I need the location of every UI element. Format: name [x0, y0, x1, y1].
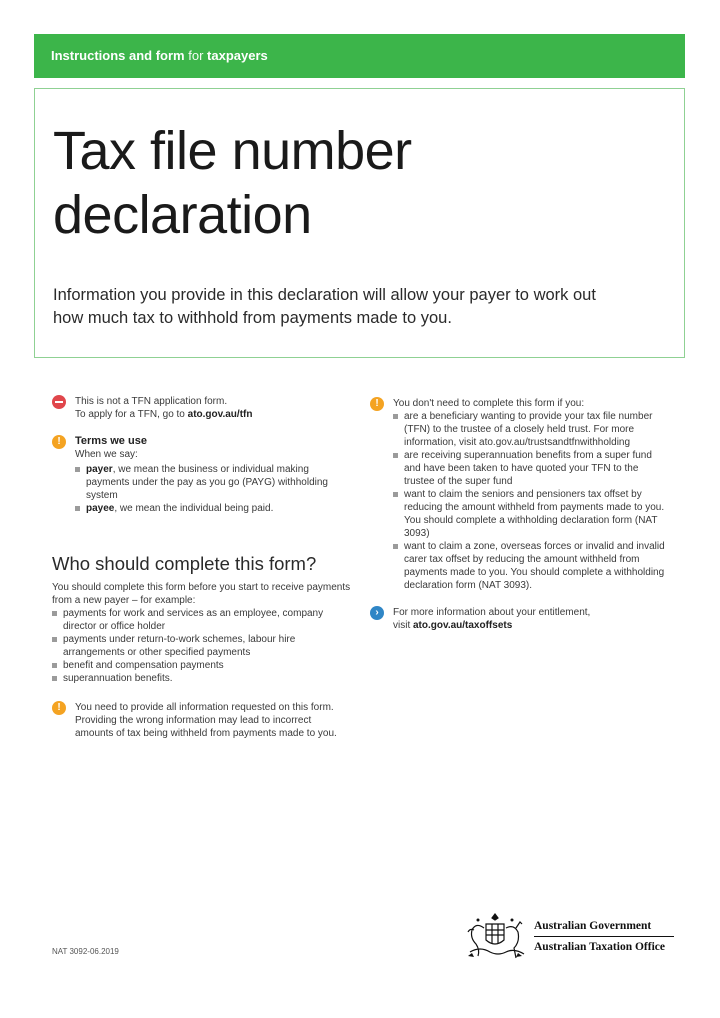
- more-info-prefix: visit: [393, 620, 413, 631]
- list-item: payments under return-to-work schemes, labour hire arrangements or other specified payments: [52, 633, 352, 659]
- title-box: [34, 88, 685, 358]
- list-item: want to claim a zone, overseas forces or invalid and invalid carer tax offset by reducing the amount withheld from payments made to you. You should complete a withholding declaration form (NAT 3093).: [393, 540, 670, 592]
- exclamation-icon: !: [52, 701, 66, 715]
- coat-of-arms-icon: [460, 908, 530, 962]
- banner-part3: taxpayers: [207, 48, 268, 63]
- not-needed-intro: You don't need to complete this form if you:: [393, 398, 585, 409]
- chevron-right-icon: ›: [370, 606, 384, 620]
- more-info-note: [370, 606, 670, 632]
- logo-text: [534, 920, 674, 953]
- government-logo: [460, 908, 670, 962]
- more-info-line2: [393, 619, 670, 632]
- notice-line2-prefix: To apply for a TFN, go to: [75, 409, 188, 420]
- tfn-link[interactable]: ato.gov.au/tfn: [187, 409, 253, 420]
- list-item: want to claim the seniors and pensioners tax offset by reducing the amount withheld from payments made to you. You should complete a withholding declaration form (NAT 3093): [393, 488, 670, 540]
- term-name: payee: [86, 503, 115, 514]
- no-entry-icon: [52, 395, 66, 409]
- taxoffsets-link[interactable]: ato.gov.au/taxoffsets: [413, 620, 513, 631]
- banner-part2: for: [184, 48, 208, 63]
- page-subtitle: Information you provide in this declaration will allow your payer to work out how much tax to withhold from payments made to you.: [53, 286, 596, 327]
- exclamation-icon: !: [370, 397, 384, 411]
- exclamation-icon: !: [52, 435, 66, 449]
- title-line2: declaration: [53, 185, 312, 245]
- terms-section: [52, 435, 352, 515]
- not-needed-section: [370, 397, 670, 592]
- terms-list: [75, 463, 352, 515]
- right-column: [370, 397, 670, 632]
- who-list: [52, 607, 352, 685]
- warning-text: You need to provide all information requested on this form. Providing the wrong information may lead to incorrect amounts of tax being withheld from payments made to you.: [75, 702, 337, 739]
- not-application-notice: [52, 395, 352, 421]
- who-section: [52, 553, 352, 685]
- notice-line1: This is not a TFN application form.: [75, 396, 228, 407]
- list-item: [75, 502, 352, 515]
- banner-part1: Instructions and form: [51, 48, 185, 63]
- list-item: payments for work and services as an employee, company director or office holder: [52, 607, 352, 633]
- notice-line2: [75, 408, 352, 421]
- term-name: payer: [86, 464, 113, 475]
- not-needed-list: [393, 410, 670, 592]
- form-code: NAT 3092-06.2019: [52, 947, 119, 956]
- who-heading: Who should complete this form?: [52, 553, 317, 574]
- who-intro: You should complete this form before you start to receive payments from a new payer – for example:: [52, 582, 351, 606]
- header-banner: [34, 34, 685, 78]
- list-item: are receiving superannuation benefits from a super fund and have been taken to have quoted your TFN to the trustee of the super fund: [393, 449, 670, 488]
- title-line1: Tax file number: [53, 121, 412, 181]
- terms-heading: Terms we use: [75, 435, 147, 447]
- list-item: [75, 463, 352, 502]
- logo-line1: Australian Government: [534, 920, 674, 937]
- more-info-line1: For more information about your entitlement,: [393, 607, 591, 618]
- list-item: are a beneficiary wanting to provide your tax file number (TFN) to the trustee of a closely held trust. For more information, visit ato.gov.au/trustsandtfnwithholding: [393, 410, 670, 449]
- warning-note: [52, 701, 352, 740]
- left-column: [52, 395, 352, 740]
- list-item: superannuation benefits.: [52, 672, 352, 685]
- list-item: benefit and compensation payments: [52, 659, 352, 672]
- logo-line2: Australian Taxation Office: [534, 941, 665, 953]
- term-text: , we mean the business or individual making payments under the pay as you go (PAYG) withholding system: [86, 464, 328, 501]
- terms-intro: When we say:: [75, 449, 138, 460]
- page-title: [53, 119, 613, 247]
- term-text: , we mean the individual being paid.: [114, 503, 274, 514]
